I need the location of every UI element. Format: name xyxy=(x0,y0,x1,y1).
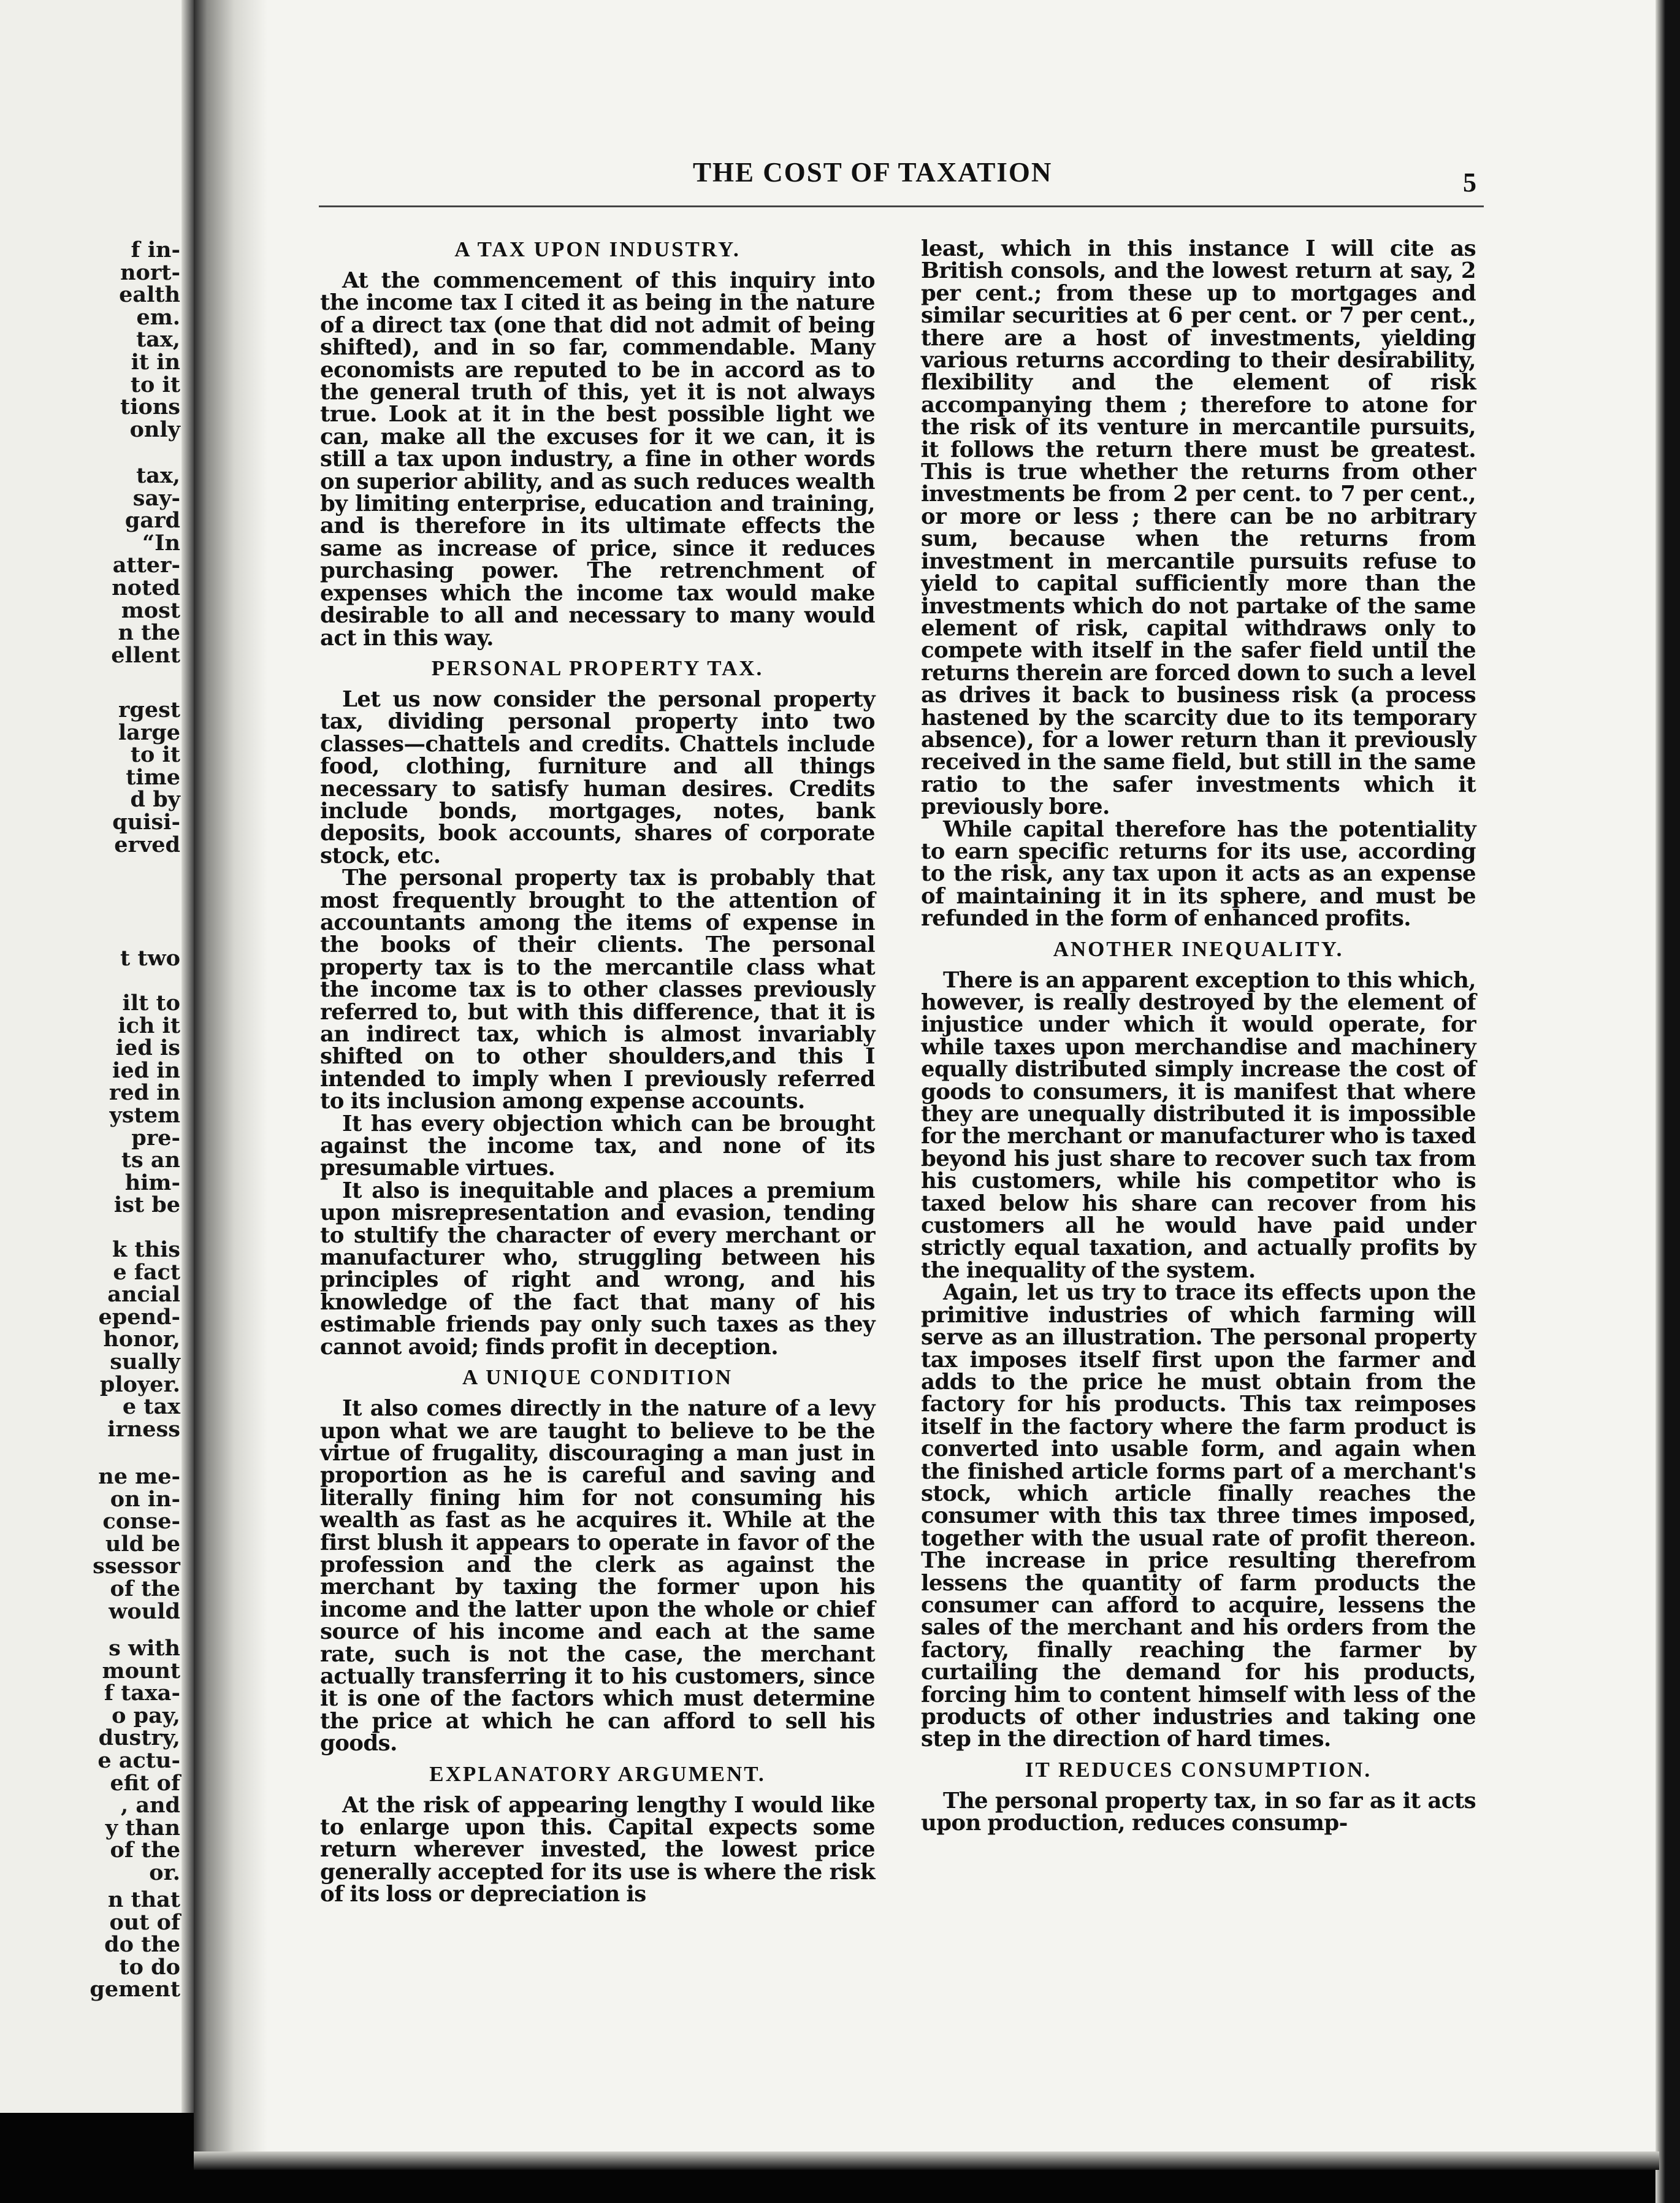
facing-page-line: conse- xyxy=(102,1509,180,1534)
paragraph: At the risk of appearing lengthy I would like to enlarge upon this. Capital expects some return wherever invested, the lowest price generally accepted for its use is where the risk of its loss or depreciation is xyxy=(320,1792,875,1907)
facing-page-fragment xyxy=(0,239,180,441)
facing-page-line: , and xyxy=(121,1793,180,1818)
header-rule xyxy=(319,205,1484,207)
facing-page-fragment xyxy=(0,992,180,1217)
facing-page-line: n that xyxy=(107,1887,180,1912)
left-column xyxy=(320,238,875,1906)
facing-page-line: sually xyxy=(110,1349,180,1374)
facing-page-line: on in- xyxy=(110,1486,180,1512)
right-column xyxy=(921,238,1476,1835)
paragraph: Let us now consider the personal property tax, dividing personal property into two classes—chattels and credits. Chattels include food, clothing, furniture and all things necessary to satisfy human desires. Credits include bonds, mortgages, notes, bank deposits, book accounts, shares of corporate stock, etc. xyxy=(320,686,875,868)
facing-page-line: honor, xyxy=(103,1327,180,1352)
facing-page-line: ich it xyxy=(118,1013,180,1038)
facing-page-line: tions xyxy=(120,394,180,420)
facing-page-line: of the xyxy=(110,1837,180,1863)
facing-page-line: s with xyxy=(109,1636,180,1661)
facing-page-line: e fact xyxy=(113,1259,180,1285)
facing-page-line: it in xyxy=(131,349,180,375)
paragraph: It also comes directly in the nature of a levy upon what we are taught to believe to be the virtue of frugality, discouraging a man just in proportion as he is careful and saving and literally fining him for not consuming his wealth as fast as he acquires it. While at the first blush it appears to operate in favor of the profession and the clerk as against the merchant by taxing the former upon his income and the latter upon the whole or chief source of his income and each at the same rate, such is not the case, the merchant actually transferring it to his customers, since it is one of the factors which must determine the price at which he can afford to sell his goods. xyxy=(320,1396,875,1757)
facing-page-line: would xyxy=(109,1598,180,1624)
paragraph: The personal property tax, in so far as it acts upon production, reduces consump- xyxy=(921,1788,1476,1836)
facing-page-line: nort- xyxy=(120,259,180,285)
facing-page-line: ts an xyxy=(121,1147,180,1173)
paragraph: The personal property tax is probably that most frequently brought to the attention of accountants among the items of expense in the books of their clients. The personal property tax is to the mercantile class what the income tax is to other classes previously referred to, but with this difference, that it is an indirect tax, which is almost invariably shifted on to other shoulders,and this I intended to imply when I previously referred to its inclusion among expense accounts. xyxy=(320,865,875,1114)
facing-page-line: or. xyxy=(149,1860,180,1885)
facing-page-line: d by xyxy=(130,787,180,813)
facing-page-line: em. xyxy=(136,304,180,330)
facing-page-fragment xyxy=(0,1239,180,1441)
paragraph: It has every objection which can be brought against the income tax, and none of its presumable virtues. xyxy=(320,1111,875,1181)
facing-page-line: o pay, xyxy=(112,1703,180,1728)
facing-page-line: only xyxy=(129,416,180,442)
facing-page-line: tax, xyxy=(136,327,180,353)
facing-page-line: efit of xyxy=(110,1770,180,1796)
facing-page-fragment xyxy=(0,1466,180,1623)
paragraph: There is an apparent exception to this which, however, is really destroyed by the element of injustice under which it would operate, for while taxes upon merchandise and machinery equally distributed simply increase the cost of goods to consumers, it is manifest that where they are unequally distributed it is impossible for the merchant or manufacturer who is taxed beyond his just share to recover such tax from his customers, while his competitor who is taxed below his share can recover from his customers all he would have paid under strictly equal taxation, and actually profits by the inequality of the system. xyxy=(921,967,1476,1283)
facing-page-line: uld be xyxy=(105,1531,180,1557)
facing-page-line: ancial xyxy=(107,1282,180,1308)
section-heading: ANOTHER INEQUALITY. xyxy=(1053,937,1344,961)
section-heading: PERSONAL PROPERTY TAX. xyxy=(431,656,764,680)
facing-page-line: ellent xyxy=(111,642,180,668)
facing-page-line: red in xyxy=(109,1080,180,1106)
facing-page-line: t two xyxy=(120,946,180,971)
facing-page-fragment xyxy=(0,465,180,667)
facing-page-line: “In xyxy=(142,530,180,556)
facing-page-line: ist be xyxy=(113,1192,180,1218)
facing-page-line: mount xyxy=(102,1658,180,1684)
facing-page-line: erved xyxy=(114,832,180,857)
facing-page-line: most xyxy=(121,597,180,623)
section-heading: A UNIQUE CONDITION xyxy=(462,1365,733,1390)
facing-page-line: ealth xyxy=(119,282,180,308)
section-heading: EXPLANATORY ARGUMENT. xyxy=(429,1761,766,1786)
facing-page-line: noted xyxy=(112,575,180,600)
facing-page-line: ied is xyxy=(115,1035,180,1061)
facing-page-line: large xyxy=(118,719,180,745)
facing-page-line: do the xyxy=(104,1932,180,1958)
facing-page-line: rgest xyxy=(118,697,180,722)
facing-page-line: ne me- xyxy=(98,1464,180,1489)
facing-page-line: gard xyxy=(124,508,180,534)
page-number: 5 xyxy=(1463,167,1476,197)
facing-page-line: out of xyxy=(109,1909,180,1935)
paragraph: While capital therefore has the potentiality to earn specific returns for its use, according to the risk, any tax upon it acts as an expense of maintaining it in its sphere, and must be refunded in the form of enhanced profits. xyxy=(921,816,1476,932)
facing-page-line: to it xyxy=(130,742,180,768)
facing-page-line: e tax xyxy=(122,1394,180,1420)
facing-page-line: k this xyxy=(112,1237,180,1262)
facing-page-fragment xyxy=(0,699,180,856)
running-title: THE COST OF TAXATION xyxy=(693,157,1053,188)
facing-page-line: irness xyxy=(107,1416,180,1442)
facing-page-line: tax, xyxy=(136,463,180,488)
facing-page-line: ied in xyxy=(112,1057,180,1083)
section-heading: A TAX UPON INDUSTRY. xyxy=(454,237,741,261)
facing-page-line: ystem xyxy=(109,1102,180,1128)
paragraph: It also is inequitable and places a premium upon misrepresentation and evasion, tending to stultify the character of every merchant or manufacturer who, struggling between his principles of right and wrong, and his knowledge of the fact that many of his estimable friends pay only such taxes as they cannot avoid; finds profit in deception. xyxy=(320,1178,875,1360)
facing-page-line: say- xyxy=(132,485,180,511)
facing-page-line: e actu- xyxy=(97,1747,180,1773)
facing-page-line: time xyxy=(126,764,180,790)
facing-page-line: n the xyxy=(118,620,180,646)
paragraph: least, which in this instance I will cite as British consols, and the lowest return at say, 2 per cent.; from these up to mortgages and similar securities at 6 per cent. or 7 per cent., there are a host of investments, yielding various returns according to their desirability, flexibility and the element of risk accompanying them ; therefore to atone for the risk of its venture in mercantile pursuits, it follows the return there must be greatest. This is true whether the returns from other investments be from 2 per cent. to 7 per cent., or more or less ; there can be no arbitrary sum, because when the returns from investment in mercantile pursuits refuse to yield to capital sufficiently more than the investments which do not partake of the same element of risk, capital withdraws only to compete with itself in the safer field until the returns therein are forced down to such a level as drives it back to business risk (a process hastened by the scarcity due to its temporary absence), for a lower return than it previously received in the same field, but still in the same ratio to the safer investments which it previously bore. xyxy=(921,236,1476,820)
page-edge-bottom xyxy=(194,2151,1659,2170)
facing-page-line: of the xyxy=(110,1576,180,1601)
facing-page-line: him- xyxy=(124,1170,180,1195)
facing-page-line: atter- xyxy=(112,553,180,578)
section-heading: IT REDUCES CONSUMPTION. xyxy=(1025,1757,1372,1782)
facing-page-line: to it xyxy=(130,372,180,397)
paragraph: At the commencement of this inquiry into the income tax I cited it as being in the nature of a direct tax (one that did not admit of being shifted), and in so far, commendable. Many economists are reputed to be in accord as to the general truth of this, yet it is not always true. Look at it in the best possible light we can, make all the excuses for it we can, it is still a tax upon industry, a fine in other words on superior ability, and as such reduces wealth by limiting enterprise, education and training, and is therefore in its ultimate effects the same as increase of price, since it reduces purchasing power. The retrenchment of expenses which the income tax would make desirable to all and necessary to many would act in this way. xyxy=(320,268,875,651)
facing-page-line: f taxa- xyxy=(104,1680,180,1706)
facing-page-fragment xyxy=(0,1638,180,1885)
facing-page-line: ployer. xyxy=(99,1371,180,1397)
facing-page-line: epend- xyxy=(98,1304,180,1330)
facing-page-fragment xyxy=(0,948,180,970)
facing-page-line: ilt to xyxy=(122,990,180,1016)
page-edge-right xyxy=(1655,0,1680,2203)
facing-page-line: gement xyxy=(90,1977,180,2002)
facing-page-line: f in- xyxy=(131,237,180,262)
facing-page-fragment xyxy=(0,1889,180,2001)
facing-page-line: quisi- xyxy=(112,809,180,835)
paragraph: Again, let us try to trace its effects upon the primitive industries of which farming will serve as an illustration. The personal property tax imposes itself first upon the farmer and adds to the price he must obtain from the factory for his products. This tax reimposes itself in the factory where the farm product is converted into usable form, and again when the finished article forms part of a merchant's stock, which article finally reaches the consumer with this tax three times imposed, together with the usual rate of profit thereon. The increase in price resulting therefrom lessens the quantity of farm products the consumer can afford to acquire, lessens the sales of the merchant and his orders from the factory, finally reaching the farmer by curtailing the demand for his products, forcing him to content himself with less of the products of other industries and taking one step in the direction of hard times. xyxy=(921,1280,1476,1752)
facing-page-line: to do xyxy=(119,1954,180,1980)
facing-page-line: ssessor xyxy=(93,1554,180,1579)
facing-page-line: y than xyxy=(105,1815,180,1841)
facing-page-line: pre- xyxy=(131,1125,180,1151)
facing-page-line: dustry, xyxy=(98,1725,180,1751)
